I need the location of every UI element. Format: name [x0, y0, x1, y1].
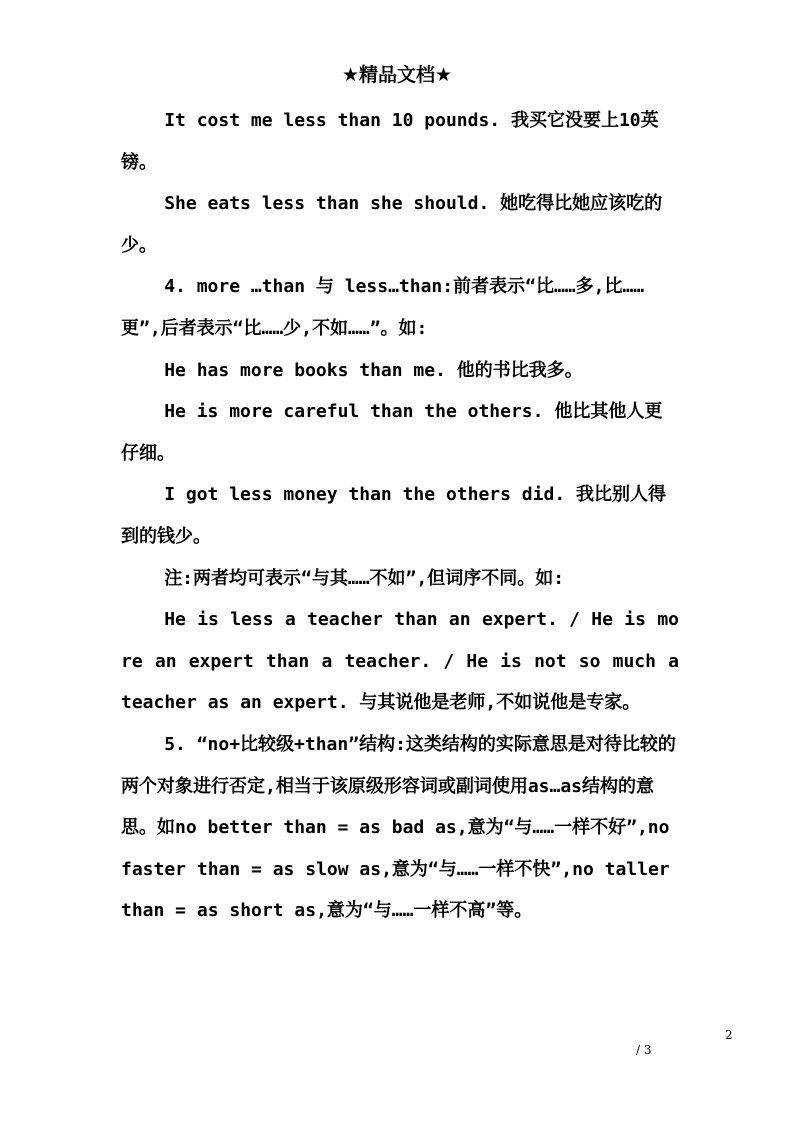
- paragraph-more-books: He has more books than me. 他的书比我多。: [164, 359, 583, 381]
- paragraph-more-careful: He is more careful than the others. 他比其他人更仔细。: [121, 401, 663, 464]
- paragraph-no-comparative-than: 5. “no+比较级+than”结构:这类结构的实际意思是对待比较的两个对象进行否定,相当于该原级形容词或副词使用as…as结构的意思。如no better than = as bad as,意为“与……一样不好”,no faster than = as slow as,意为“与……一样不快”,no taller than = as short as,意为“与……一样不高”等。: [121, 733, 676, 922]
- document-body: [121, 100, 679, 932]
- paragraph-eats-less: She eats less than she should. 她吃得比她应该吃的少。: [121, 193, 663, 256]
- paragraph-note: 注:两者均可表示“与其……不如”,但词序不同。如:: [164, 567, 565, 589]
- page-total: / 3: [636, 1043, 652, 1057]
- page-header-title: ★精品文档★: [341, 64, 453, 86]
- paragraph-more-less-than-rule: 4. more …than 与 less…than:前者表示“比……多,比……更”,后者表示“比……少,不如……”。如:: [121, 276, 645, 339]
- page-number: 2: [725, 1028, 733, 1042]
- paragraph-less-than-pounds: It cost me less than 10 pounds. 我买它没要上10英镑。: [121, 110, 659, 173]
- paragraph-less-money: I got less money than the others did. 我比别人得到的钱少。: [121, 484, 666, 547]
- paragraph-teacher-expert: He is less a teacher than an expert. / He is more an expert than a teacher. / He is not so much a teacher as an expert. 与其说他是老师,不如说他是专家。: [121, 609, 679, 714]
